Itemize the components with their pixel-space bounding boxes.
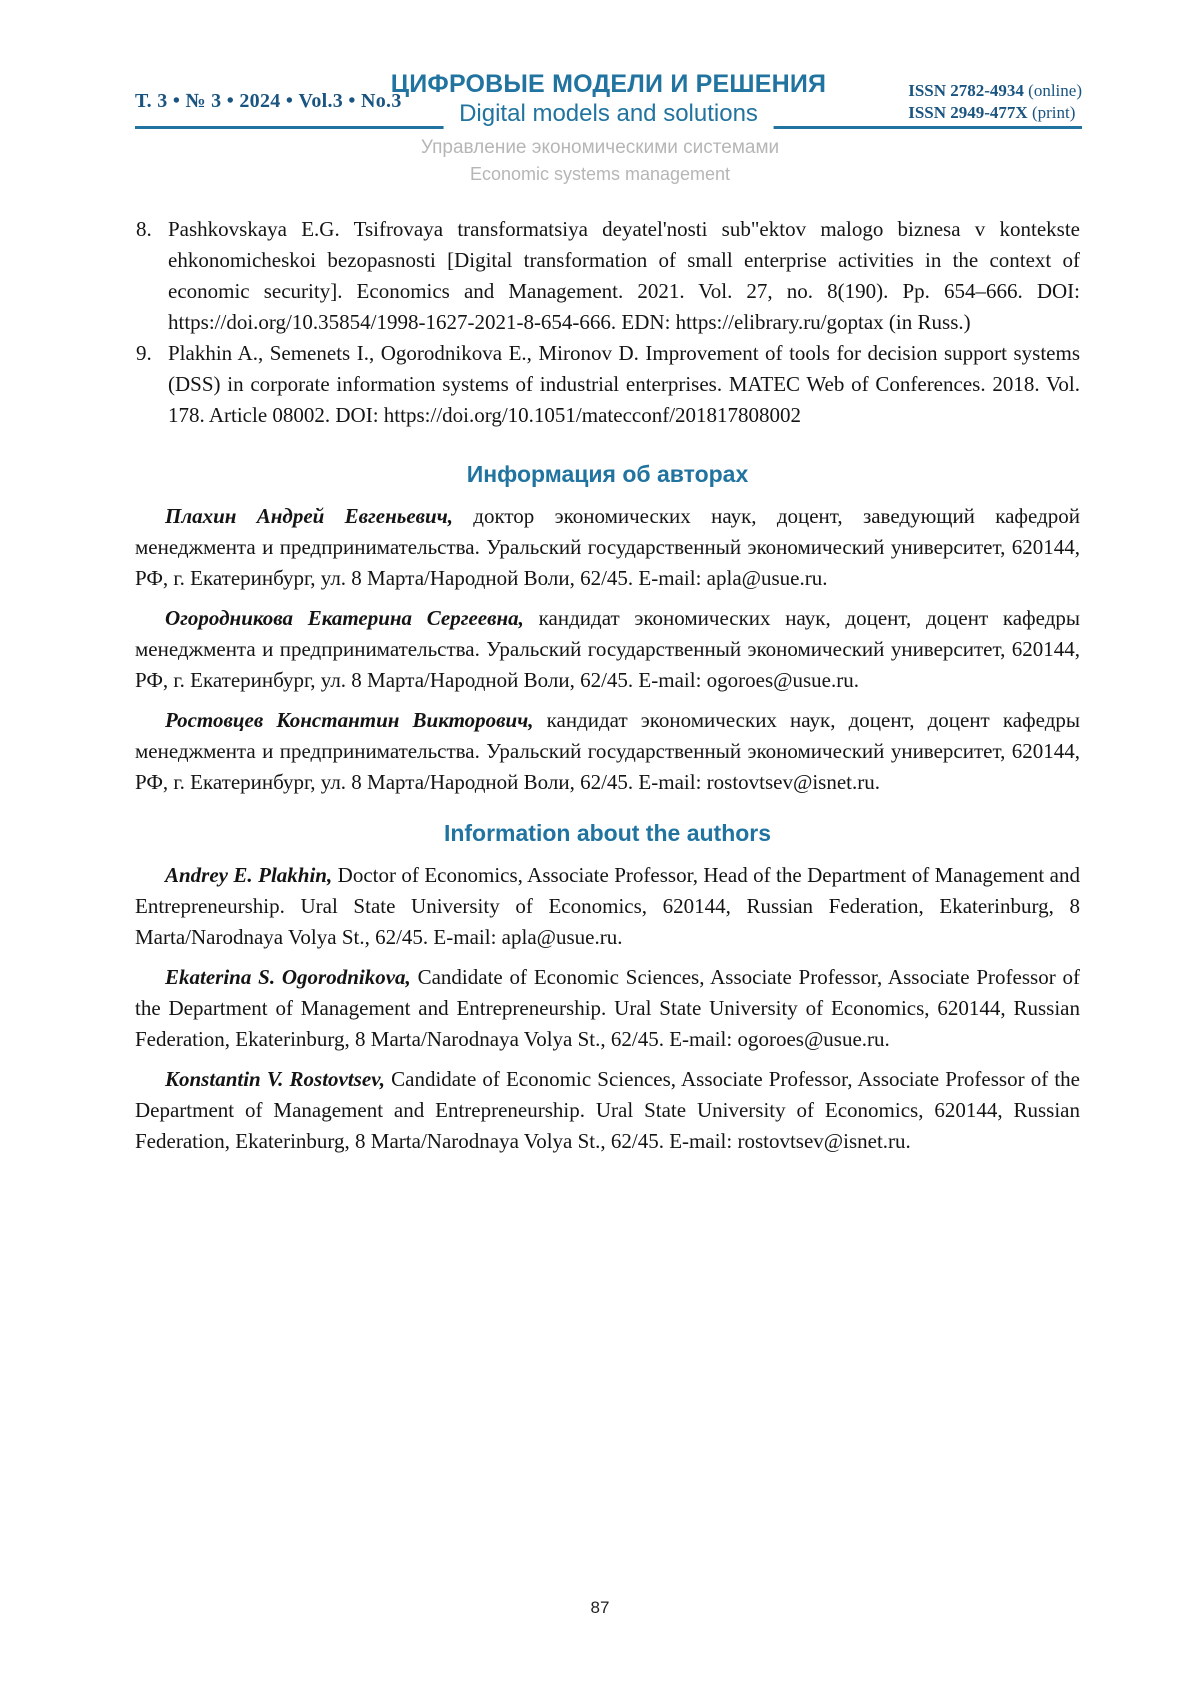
journal-title-en: Digital models and solutions: [443, 100, 774, 130]
author-details: кандидат экономических наук, доцент, доцент кафедры менеджмента и предпринимательства. Уральский государственный экономический университет, 620144, РФ, г. Екатеринбург, ул. 8 Марта/Народной Воли, 62/45. E-mail: ogoroes@usue.ru.: [135, 606, 1080, 692]
author-name: Огородникова Екатерина Сергеевна,: [165, 606, 524, 630]
author-name: Andrey E. Plakhin,: [165, 863, 333, 887]
journal-section-label: [0, 134, 1200, 188]
authors-heading-ru: Информация об авторах: [466, 461, 749, 487]
reference-text: Pashkovskaya E.G. Tsifrovaya transformatsiya deyatel'nosti sub"ektov malogo biznesa v kontekste ehkonomicheskoi bezopasnosti [Digital transformation of small enterprise activities in the context of economic security]. Economics and Management. 2021. Vol. 27, no. 8(190). Pp. 654–666. DOI: https://doi.org/10.35854/1998-1627-2021-8-654-666. EDN: https://elibrary.ru/goptax (in Russ.): [168, 217, 1080, 334]
page-number: 87: [590, 1598, 610, 1617]
journal-section-en: Economic systems management: [469, 164, 731, 184]
author-details: Candidate of Economic Sciences, Associate Professor, Associate Professor of the Department of Management and Entrepreneurship. Ural State University of Economics, 620144, Russian Federation, Ekaterinburg, 8 Marta/Narodnaya Volya St., 62/45. E-mail: rostovtsev@isnet.ru.: [135, 1067, 1080, 1153]
author-details: доктор экономических наук, доцент, заведующий кафедрой менеджмента и предпринимательства. Уральский государственный экономический университет, 620144, РФ, г. Екатеринбург, ул. 8 Марта/Народной Воли, 62/45. E-mail: apla@usue.ru.: [135, 504, 1080, 590]
author-details: Candidate of Economic Sciences, Associate Professor, Associate Professor of the Department of Management and Entrepreneurship. Ural State University of Economics, 620144, Russian Federation, Ekaterinburg, 8 Marta/Narodnaya Volya St., 62/45. E-mail: ogoroes@usue.ru.: [135, 965, 1080, 1051]
author-entry-en-ogorodnikova: [135, 962, 1080, 1055]
authors-heading-en: Information about the authors: [443, 820, 772, 846]
issn-block: [908, 80, 1082, 124]
author-entry-ru-ogorodnikova: [135, 603, 1080, 696]
issn-print-number: ISSN 2949-477X: [908, 103, 1028, 122]
reference-text: Plakhin A., Semenets I., Ogorodnikova E., Mironov D. Improvement of tools for decision support systems (DSS) in corporate information systems of industrial enterprises. MATEC Web of Conferences. 2018. Vol. 178. Article 08002. DOI: https://doi.org/10.1051/matecconf/201817808002: [168, 341, 1080, 427]
reference-item-8: [135, 214, 1080, 338]
reference-item-9: [135, 338, 1080, 431]
page-header: [135, 70, 1082, 136]
issn-print-line: [908, 102, 1082, 124]
issn-online-suffix: (online): [1028, 81, 1082, 100]
author-details: Doctor of Economics, Associate Professor, Head of the Department of Management and Entrepreneurship. Ural State University of Economics, 620144, Russian Federation, Ekaterinburg, 8 Marta/Narodnaya Volya St., 62/45. E-mail: apla@usue.ru.: [135, 863, 1080, 949]
author-details: кандидат экономических наук, доцент, доцент кафедры менеджмента и предпринимательства. Уральский государственный экономический университет, 620144, РФ, г. Екатеринбург, ул. 8 Марта/Народной Воли, 62/45. E-mail: rostovtsev@isnet.ru.: [135, 708, 1080, 794]
journal-title-ru: ЦИФРОВЫЕ МОДЕЛИ И РЕШЕНИЯ: [390, 70, 827, 98]
author-name: Плахин Андрей Евгеньевич,: [165, 504, 453, 528]
reference-number: 9.: [136, 341, 152, 365]
author-name: Ekaterina S. Ogorodnikova,: [165, 965, 411, 989]
issn-print-suffix: (print): [1031, 103, 1076, 122]
author-name: Ростовцев Константин Викторович,: [165, 708, 534, 732]
issn-online-line: [908, 80, 1082, 102]
author-entry-ru-rostovtsev: [135, 705, 1080, 798]
page-content: [135, 214, 1080, 1157]
journal-section-ru: Управление экономическими системами: [420, 137, 780, 158]
author-entry-ru-plakhin: [135, 501, 1080, 594]
author-entry-en-plakhin: [135, 860, 1080, 953]
issn-online-number: ISSN 2782-4934: [908, 81, 1024, 100]
reference-number: 8.: [136, 217, 152, 241]
author-name: Konstantin V. Rostovtsev,: [165, 1067, 385, 1091]
volume-issue-info: Т. 3 • № 3 • 2024 • Vol.3 • No.3: [135, 90, 402, 112]
author-entry-en-rostovtsev: [135, 1064, 1080, 1157]
